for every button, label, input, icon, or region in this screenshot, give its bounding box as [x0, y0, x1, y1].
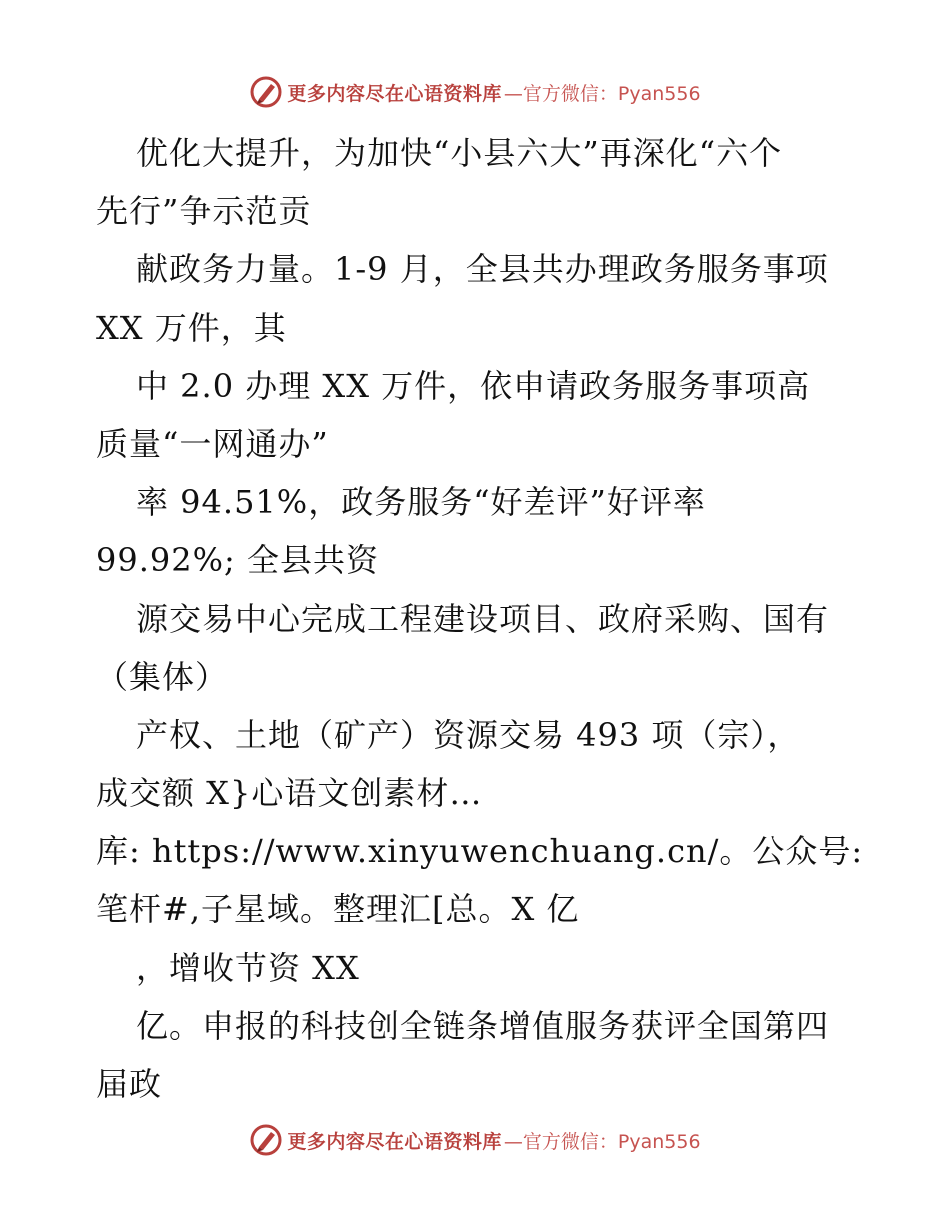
text-line: 质量“一网通办” [96, 424, 329, 463]
banner-main-text: 更多内容尽在心语资料库 [287, 1130, 502, 1153]
text-line: XX 万件，其 [96, 308, 287, 347]
document-body [96, 124, 916, 1113]
banner-main-text: 更多内容尽在心语资料库 [287, 82, 502, 105]
text-line: 源交易中心完成工程建设项目、政府采购、国有 [136, 599, 830, 638]
text-line: 成交额 X}心语文创素材… [96, 774, 483, 813]
text-line: 中 2.0 办理 XX 万件，依申请政务服务事项高 [136, 366, 811, 405]
text-line: 亿。申报的科技创全链条增值服务获评全国第四 [136, 1006, 830, 1045]
pen-logo-icon [249, 75, 283, 109]
text-line: 优化大提升，为加快“小县六大”再深化“六个 [136, 134, 783, 172]
footer-watermark-banner [0, 1120, 950, 1160]
text-line: 率 94.51%，政务服务“好差评”好评率 [136, 483, 706, 522]
text-line: 届政 [96, 1065, 163, 1103]
pen-logo-icon [249, 1123, 283, 1157]
text-line: 产权、土地（矿产）资源交易 493 项（宗）， [136, 715, 801, 754]
text-line: ，增收节资 XX [136, 948, 360, 987]
text-line: 99.92%; 全县共资 [96, 541, 379, 580]
text-line: 先行”争示范贡 [96, 192, 312, 231]
text-line: 献政务力量。1-9 月，全县共办理政务服务事项 [136, 250, 829, 289]
banner-wechat-text: —官方微信：Pyan556 [503, 82, 701, 105]
text-line: （集体） [96, 657, 229, 696]
header-watermark-banner [0, 72, 950, 112]
banner-wechat-text: —官方微信：Pyan556 [503, 1130, 701, 1153]
text-line: 笔杆#,子星域。整理汇[总。X 亿 [96, 890, 580, 929]
text-line: 库: https://www.xinyuwenchuang.cn/。公众号: [96, 832, 864, 871]
